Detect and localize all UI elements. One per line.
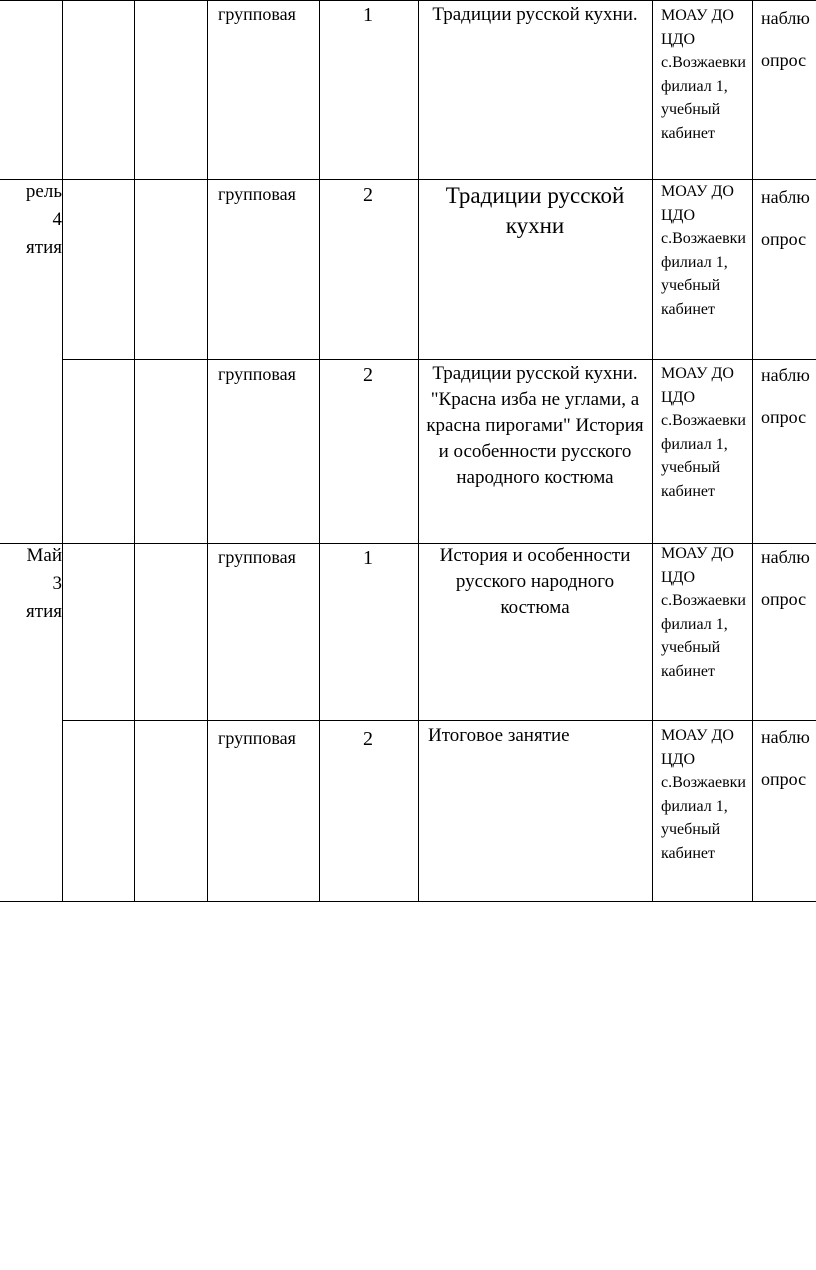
col-border <box>319 0 320 902</box>
col-border <box>418 0 419 902</box>
hours-cell: 2 <box>363 728 373 750</box>
hours-cell: 2 <box>363 364 373 386</box>
col-border <box>652 0 653 902</box>
control-cell <box>761 716 816 800</box>
control-cell <box>761 176 816 260</box>
form-cell: групповая <box>218 728 296 748</box>
place-cell: МОАУ ДО ЦДО с.Возжаевки филиал 1, учебный кабинет <box>661 183 746 318</box>
control-cell <box>761 0 816 81</box>
row-border <box>0 901 816 902</box>
control-survey: опрос <box>761 589 807 609</box>
row-border <box>0 0 816 1</box>
control-observation: наблю <box>761 547 810 567</box>
control-observation: наблю <box>761 727 810 747</box>
row-border <box>62 720 816 721</box>
place-cell: МОАУ ДО ЦДО с.Возжаевки филиал 1, учебный кабинет <box>661 545 746 680</box>
hours-cell: 1 <box>363 547 373 569</box>
col-border <box>134 0 135 902</box>
control-survey: опрос <box>761 229 807 249</box>
form-cell: групповая <box>218 184 296 204</box>
control-survey: опрос <box>761 769 807 789</box>
control-observation: наблю <box>761 365 810 385</box>
control-survey: опрос <box>761 50 807 70</box>
row-border <box>62 359 816 360</box>
topic-cell: История и особенности русского народного костюма <box>439 545 631 618</box>
form-cell: групповая <box>218 4 296 24</box>
place-cell: МОАУ ДО ЦДО с.Возжаевки филиал 1, учебный кабинет <box>661 7 746 142</box>
control-cell <box>761 354 816 438</box>
control-observation: наблю <box>761 187 810 207</box>
control-cell <box>761 536 816 620</box>
col-border <box>207 0 208 902</box>
hours-cell: 1 <box>363 4 373 26</box>
place-cell: МОАУ ДО ЦДО с.Возжаевки филиал 1, учебный кабинет <box>661 365 746 500</box>
topic-cell: Традиции русской кухни <box>445 183 625 238</box>
hours-cell: 2 <box>363 184 373 206</box>
col-border <box>62 0 63 902</box>
topic-cell: Итоговое занятие <box>428 725 570 746</box>
place-cell: МОАУ ДО ЦДО с.Возжаевки филиал 1, учебный кабинет <box>661 727 746 862</box>
form-cell: групповая <box>218 364 296 384</box>
month-cell: Май 3 ятия <box>26 545 62 622</box>
month-cell: рель 4 ятия <box>25 181 62 258</box>
col-border <box>752 0 753 902</box>
form-cell: групповая <box>218 547 296 567</box>
control-observation: наблю <box>761 8 810 28</box>
topic-cell: Традиции русской кухни. "Красна изба не углами, а красна пирогами" История и особенности русского народного костюма <box>426 363 644 488</box>
control-survey: опрос <box>761 407 807 427</box>
topic-cell: Традиции русской кухни. <box>432 4 638 25</box>
